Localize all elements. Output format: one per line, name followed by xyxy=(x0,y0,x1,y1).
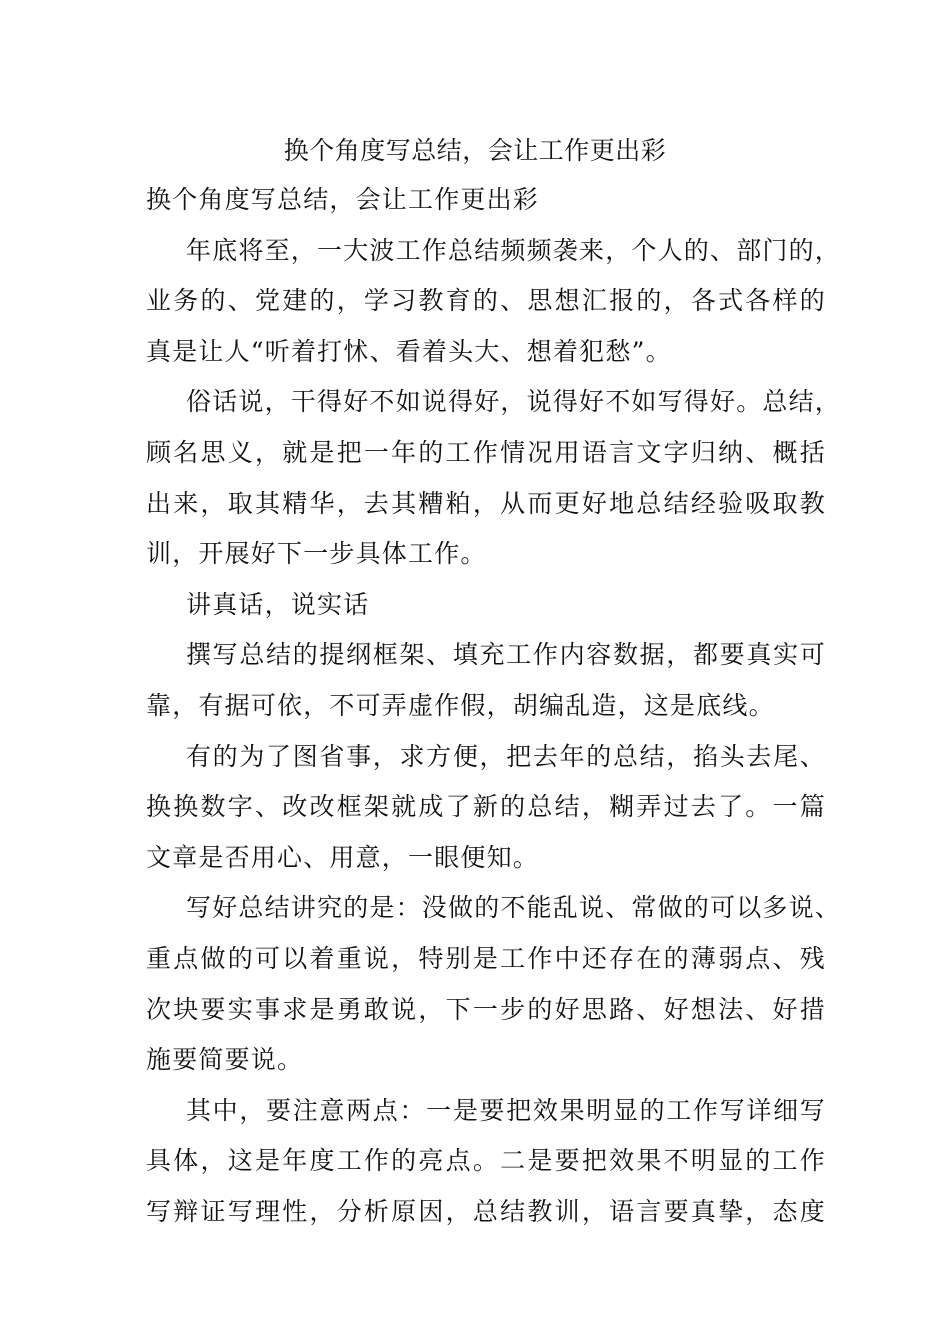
body-line: 换换数字、改改框架就成了新的总结，糊弄过去了。一篇 xyxy=(146,792,826,822)
body-line: 施要简要说。 xyxy=(146,1045,304,1075)
body-line: 有的为了图省事，求方便，把去年的总结，掐头去尾、 xyxy=(186,741,826,771)
body-line: 业务的、党建的，学习教育的、思想汇报的，各式各样的 xyxy=(146,286,826,316)
body-line: 年底将至，一大波工作总结频频袭来，个人的、部门的， xyxy=(186,235,842,265)
body-line: 顾名思义，就是把一年的工作情况用语言文字归纳、概括 xyxy=(146,437,826,467)
body-line: 俗话说，干得好不如说得好，说得好不如写得好。总结， xyxy=(186,387,842,417)
body-line: 次块要实事求是勇敢说，下一步的好思路、好想法、好措 xyxy=(146,994,826,1024)
body-line-heading: 换个角度写总结，会让工作更出彩 xyxy=(146,185,540,214)
body-line: 真是让人“听着打怵、看着头大、想着犯愁”。 xyxy=(146,336,672,366)
body-line: 写辩证写理性，分析原因，总结教训，语言要真挚，态度 xyxy=(146,1196,826,1226)
body-line: 重点做的可以着重说，特别是工作中还存在的薄弱点、残 xyxy=(146,943,826,973)
body-line: 写好总结讲究的是：没做的不能乱说、常做的可以多说、 xyxy=(186,893,842,923)
body-line: 文章是否用心、用意，一眼便知。 xyxy=(146,842,540,872)
document-title: 换个角度写总结，会让工作更出彩 xyxy=(283,136,667,165)
body-line: 训，开展好下一步具体工作。 xyxy=(146,539,487,569)
body-line: 其中，要注意两点：一是要把效果明显的工作写详细写 xyxy=(186,1095,826,1125)
section-heading: 讲真话，说实话 xyxy=(186,589,370,619)
body-line: 撰写总结的提纲框架、填充工作内容数据，都要真实可 xyxy=(186,640,826,670)
body-line: 具体，这是年度工作的亮点。二是要把效果不明显的工作 xyxy=(146,1146,826,1176)
body-line: 出来，取其精华，去其糟粕，从而更好地总结经验吸取教 xyxy=(146,488,826,518)
document-body xyxy=(146,182,842,1244)
body-line: 靠，有据可依，不可弄虚作假，胡编乱造，这是底线。 xyxy=(146,690,775,720)
